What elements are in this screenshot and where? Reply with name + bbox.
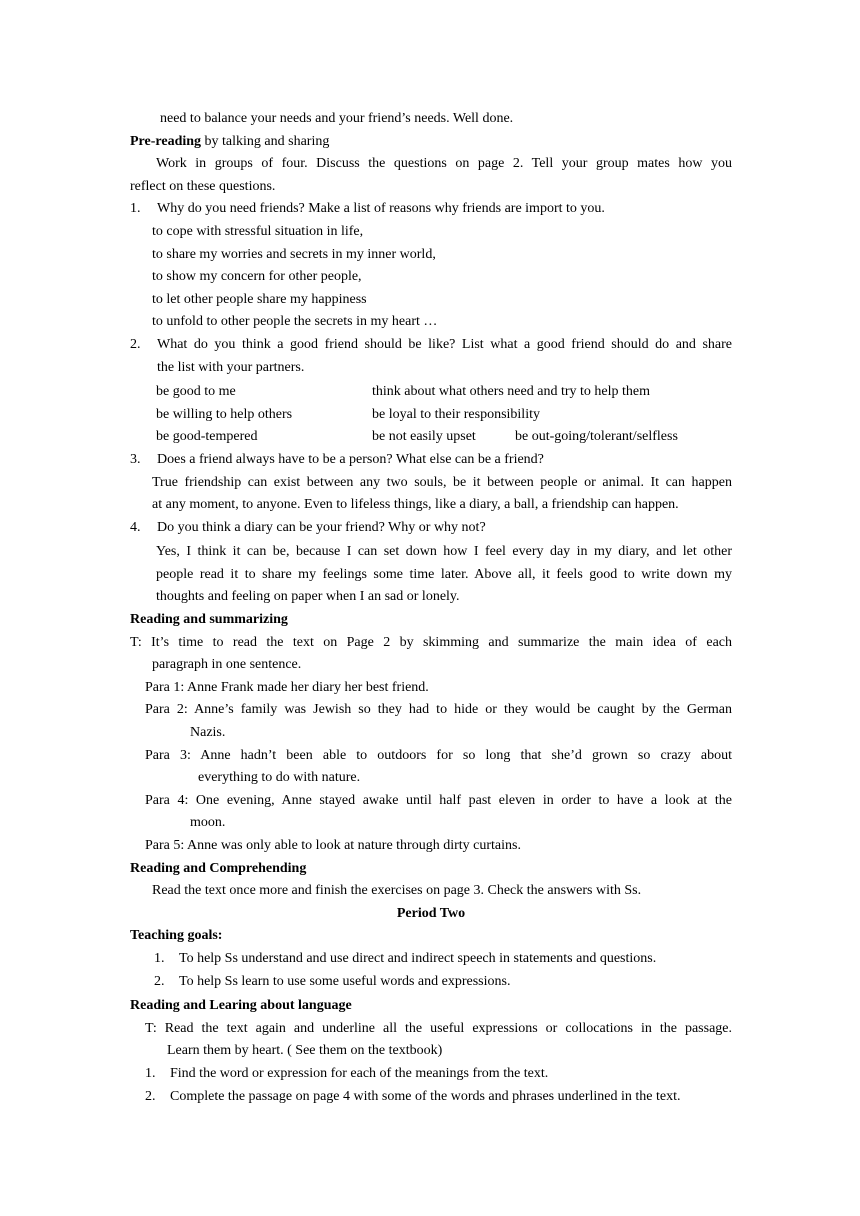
question-1-text: Why do you need friends? Make a list of reasons why friends are import to you. [157, 201, 605, 217]
question-3-number: 3. [130, 451, 141, 467]
teaching-goal-1 [130, 948, 732, 971]
language-task-line-1: T: Read the text again and underline all the useful expressions or collocations in the passage. [145, 1020, 732, 1036]
teaching-goal-1-text: To help Ss understand and use direct and indirect speech in statements and questions. [179, 950, 657, 966]
question-2-line-2: the list with your partners. [157, 359, 305, 375]
trait-row-3 [130, 426, 732, 449]
answer-1-line-3: to show my concern for other people, [152, 269, 362, 285]
pre-reading-heading: Pre-reading [130, 133, 202, 149]
answer-4-line-3: thoughts and feeling on paper when I an sad or lonely. [156, 589, 460, 605]
question-4-text: Do you think a diary can be your friend? Why or why not? [157, 519, 486, 535]
trait-cell: be loyal to their responsibility [372, 406, 540, 422]
teaching-goal-2-number: 2. [154, 973, 165, 989]
trait-cell: be not easily upset [372, 429, 476, 445]
reading-language-heading: Reading and Learing about language [130, 998, 352, 1014]
reading-summarizing-heading: Reading and summarizing [130, 612, 288, 628]
trait-cell: be out-going/tolerant/selfless [515, 429, 678, 445]
intro-tail: need to balance your needs and your friend’s needs. Well done. [160, 111, 514, 126]
para-2-summary-line-2: Nazis. [190, 725, 226, 741]
language-item-1-text: Find the word or expression for each of the meanings from the text. [170, 1065, 549, 1081]
trait-cell: be good-tempered [156, 429, 258, 445]
trait-row-1 [130, 381, 732, 404]
reading-comprehending-heading: Reading and Comprehending [130, 860, 307, 876]
answer-3-line-1: True friendship can exist between any two souls, be it between people or animal. It can happen [152, 474, 732, 490]
trait-row-2 [130, 404, 732, 427]
answer-1-line-5: to unfold to other people the secrets in my heart … [152, 314, 438, 330]
answer-4-line-2: people read it to share my feelings some time later. Above all, it feels good to write down my [156, 566, 732, 582]
question-4 [130, 517, 732, 540]
summarizing-task-line-1: T: It’s time to read the text on Page 2 by skimming and summarize the main idea of each [130, 634, 732, 650]
trait-cell: be willing to help others [156, 406, 293, 422]
answer-3-line-2: at any moment, to anyone. Even to lifeless things, like a diary, a ball, a friendship can happen. [152, 497, 679, 513]
language-item-2 [130, 1086, 732, 1109]
para-5-summary: Para 5: Anne was only able to look at nature through dirty curtains. [145, 838, 521, 853]
teaching-goal-2-text: To help Ss learn to use some useful words and expressions. [179, 973, 511, 989]
question-2-text-1: What do you think a good friend should be like? List what a good friend should do and share [157, 336, 732, 352]
language-item-2-number: 2. [145, 1088, 156, 1104]
summarizing-task-line-2: paragraph in one sentence. [152, 657, 302, 673]
trait-cell: think about what others need and try to help them [372, 384, 650, 400]
teaching-goal-1-number: 1. [154, 950, 165, 966]
question-1-number: 1. [130, 201, 141, 217]
para-4-summary-line-1: Para 4: One evening, Anne stayed awake until half past eleven in order to have a look at the [145, 792, 732, 808]
pre-reading-intro-line-2: reflect on these questions. [130, 178, 276, 194]
answer-1-line-1: to cope with stressful situation in life, [152, 223, 364, 239]
answer-4-line-1: Yes, I think it can be, because I can set down how I feel every day in my diary, and let other [156, 544, 732, 560]
language-task-line-2: Learn them by heart. ( See them on the textbook) [167, 1043, 443, 1059]
question-4-number: 4. [130, 519, 141, 535]
answer-1-line-4: to let other people share my happiness [152, 291, 367, 307]
pre-reading-heading-line [130, 131, 732, 154]
para-3-summary-line-1: Para 3: Anne hadn’t been able to outdoors for so long that she’d grown so crazy about [145, 747, 732, 763]
period-two-title: Period Two [396, 905, 466, 921]
para-2-summary-line-1: Para 2: Anne’s family was Jewish so they had to hide or they would be caught by the German [145, 702, 732, 718]
teaching-goal-2 [130, 971, 732, 994]
pre-reading-heading-rest: by talking and sharing [201, 133, 330, 149]
teaching-goals-heading: Teaching goals: [130, 928, 223, 944]
pre-reading-intro-line-1: Work in groups of four. Discuss the questions on page 2. Tell your group mates how you [156, 156, 732, 172]
trait-cell: be good to me [156, 384, 236, 400]
question-3-text: Does a friend always have to be a person? What else can be a friend? [157, 451, 544, 467]
comprehending-task: Read the text once more and finish the exercises on page 3. Check the answers with Ss. [152, 883, 642, 899]
language-item-2-text: Complete the passage on page 4 with some of the words and phrases underlined in the text. [170, 1088, 681, 1104]
question-2-line-1 [130, 334, 732, 357]
para-3-summary-line-2: everything to do with nature. [198, 770, 361, 786]
question-3 [130, 449, 732, 472]
para-4-summary-line-2: moon. [190, 815, 226, 831]
para-1-summary: Para 1: Anne Frank made her diary her best friend. [145, 679, 429, 695]
language-item-1 [130, 1063, 732, 1086]
document-body [130, 108, 732, 1108]
question-1 [130, 198, 732, 221]
language-item-1-number: 1. [145, 1065, 156, 1081]
answer-1-line-2: to share my worries and secrets in my inner world, [152, 246, 436, 262]
question-2-number: 2. [130, 336, 141, 352]
